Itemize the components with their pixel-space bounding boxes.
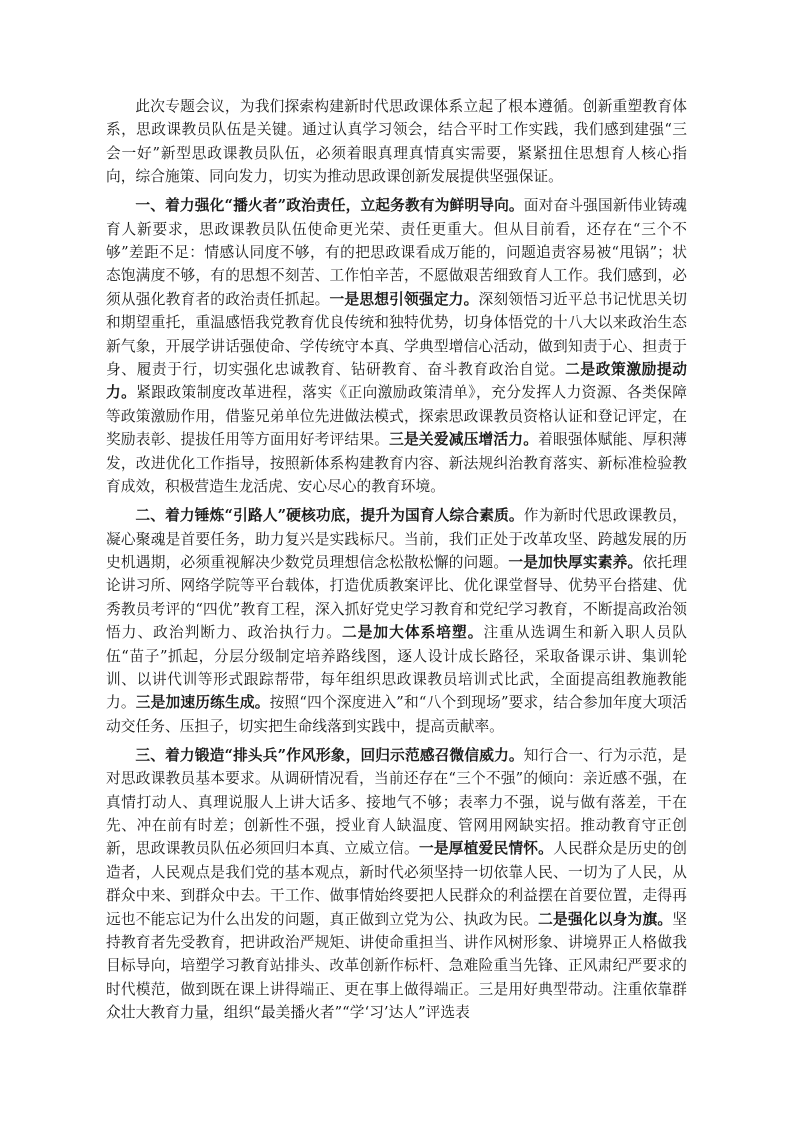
bold-heading-text: 二是强化以身为旗。 [538, 910, 673, 928]
paragraph-3 [106, 504, 687, 738]
bold-heading-text: 一是加快厚实素养。 [508, 553, 643, 571]
bold-heading-text: 三是关爱减压增活力。 [389, 431, 539, 449]
body-text: 人民群众是历史的创造者，人民观点是我们党的基本观点，新时代必须坚持一切依靠人民、一切为了人民，从群众中来、到群众中去。干工作、做事情始终要把人民群众的利益摆在首要位置，走得再远也不能忘记为什么出发的问题，真正做到立党为公、执政为民。 [106, 840, 688, 928]
bold-heading-text: 二是政策激励提动力。 [106, 361, 687, 402]
paragraph-1 [106, 95, 687, 189]
body-text: 深刻领悟习近平总书记忧思关切和期望重托，重温感悟我党教育优良传统和独特优势，切身体悟党的十八大以来政治生态新气象，开展学讲话强使命、学传统守本真、学典型增信心活动，做到知责于心、担责于身、履责于行，切实强化忠诚教育、钻研教育、奋斗教育政治自觉。 [106, 290, 687, 379]
body-text: 坚持教育者先受教育，把讲政治严规矩、讲使命重担当、讲作风树形象、讲境界正人格做我目标导向，培塑学习教育站排头、改革创新作标杆、急难险重当先锋、正风肃纪严要求的时代模范，做到既在课上讲得端正、更在事上做得端正。三是用好典型带动。注重依靠群众壮大教育力量，组织“最美播火者”“学‘习’达人”评选表 [106, 910, 688, 1022]
body-text: 紧跟政策制度改革进程，落实《正向激励政策清单》，充分发挥人力资源、各类保障等政策激励作用，借鉴兄弟单位先进做法模式，探索思政课教员资格认证和登记评定，在奖励表彰、提拔任用等方面用好考评结果。 [106, 384, 687, 449]
bold-heading-text: 三、着力锻造“排头兵”作风形象，回归示范感召微信威力。 [135, 746, 524, 764]
bold-heading-text: 二、着力锤炼“引路人”硬核功底，提升为国育人综合素质。 [135, 507, 524, 525]
body-text: 着眼强体赋能、厚积薄发，改进优化工作指导，按照新体系构建教育内容、新法规纠治教育落实、新标准检验教育成效，积极营造生龙活虎、安心尽心的教育环境。 [106, 431, 687, 496]
body-text: 此次专题会议，为我们探索构建新时代思政课体系立起了根本遵循。创新重塑教育体系，思政课教员队伍是关键。通过认真学习领会，结合平时工作实践，我们感到建强“三会一好”新型思政课教员队伍，必须着眼真理真情真实需要，紧紧扭住思想育人核心指向，综合施策、同向发力，切实为推动思政课创新发展提供坚强保证。 [106, 98, 687, 186]
bold-heading-text: 三是加速历练生成。 [135, 694, 270, 712]
document-body [106, 95, 687, 1030]
bold-heading-text: 一是厚植爱民情怀。 [418, 840, 554, 858]
paragraph-2 [106, 194, 687, 498]
body-text: 按照“四个深度进入”和“八个到现场”要求，结合参加年度大项活动交任务、压担子，切实把生命线落到实践中，提高贡献率。 [106, 694, 687, 735]
body-text: 知行合一、行为示范，是对思政课教员基本要求。从调研情况看，当前还存在“三个不强”的倾向：亲近感不强，在真情打动人、真理说服人上讲大话多、接地气不够；表率力不强，说与做有落差，干在先、冲在前有时差；创新性不强，授业育人缺温度、管网用网缺实招。推动教育守正创新，思政课教员队伍必须回归本真、立威立信。 [106, 746, 687, 858]
body-text: 作为新时代思政课教员，凝心聚魂是首要任务，助力复兴是实践标尺。当前，我们正处于改革攻坚、跨越发展的历史机遇期，必须重视解决少数党员理想信念松散松懈的问题。 [106, 507, 687, 571]
body-text: 面对奋斗强国新伟业铸魂育人新要求，思政课教员队伍使命更光荣、责任更重大。但从目前看，还存在“三个不够”差距不足：情感认同度不够，有的把思政课看成万能的，问题追责容易被“甩锅”；状态饱满度不够，有的思想不刻苦、工作怕辛苦，不愿做艰苦细致育人工作。我们感到，必须从强化教育者的政治责任抓起。 [106, 197, 687, 308]
paragraph-4 [106, 744, 687, 1025]
bold-heading-text: 二是加大体系培塑。 [341, 624, 484, 642]
body-text: 依托理论讲习所、网络学院等平台载体，打造优质教案评比、优化课堂督导、优势平台搭建、优秀教员考评的“四优”教育工程，深入抓好党史学习教育和党纪学习教育，不断提高政治领悟力、政治判断力、政治执行力。 [106, 553, 688, 642]
bold-heading-text: 一、着力强化“播火者”政治责任，立起务教有为鲜明导向。 [135, 197, 524, 215]
bold-heading-text: 一是思想引领强定力。 [329, 290, 479, 308]
body-text: 注重从选调生和新入职人员队伍“苗子”抓起，分层分级制定培养路线图，逐人设计成长路径，采取备课示讲、集训轮训、以讲代训等形式跟踪帮带，每年组织思政课教员培训式比武，全面提高组教施教能力。 [106, 624, 687, 712]
